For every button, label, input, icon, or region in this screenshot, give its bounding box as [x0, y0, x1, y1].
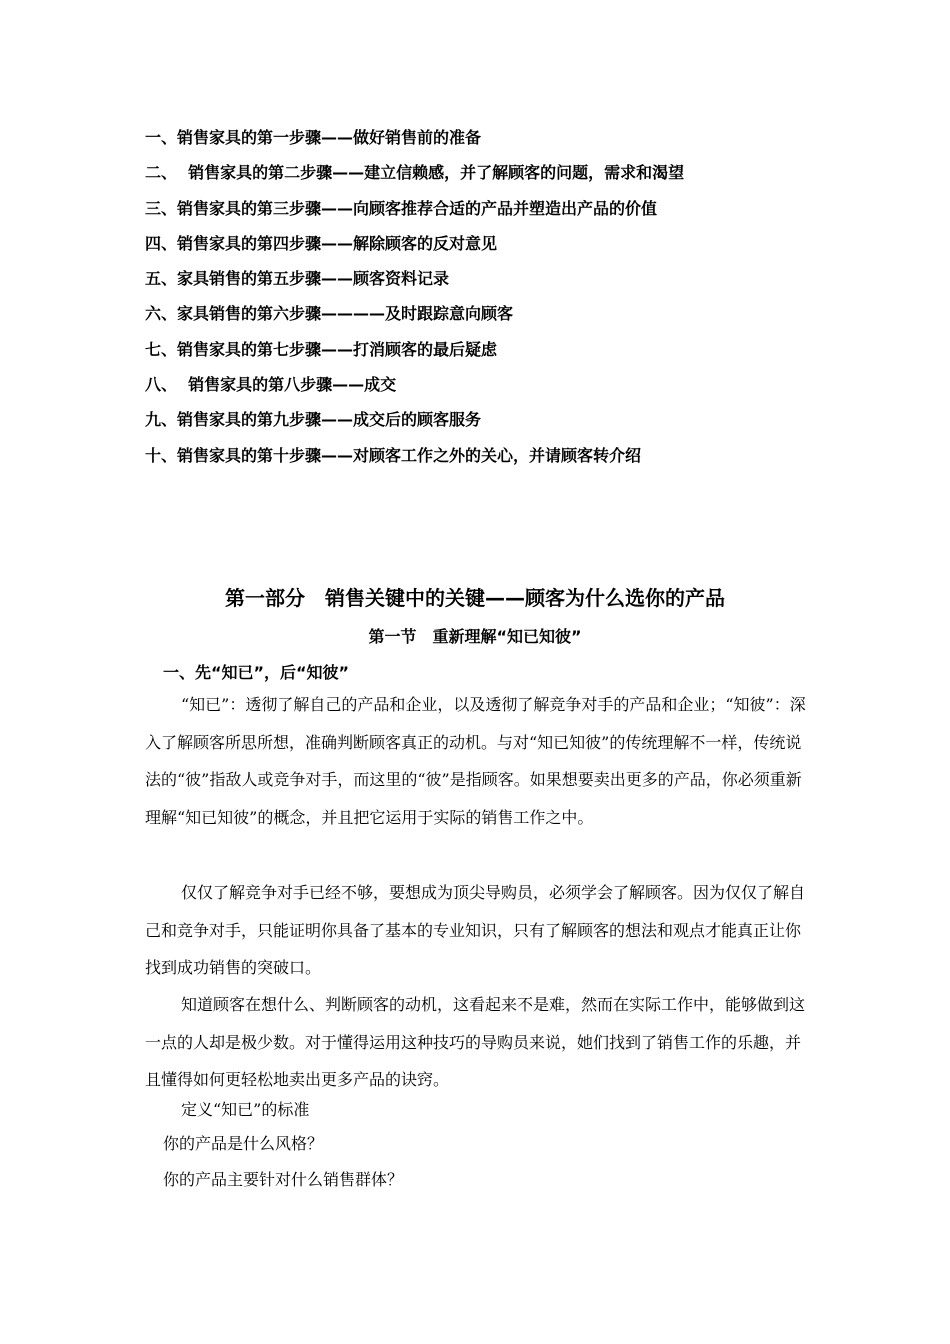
- toc-item: 三、销售家具的第三步骤——向顾客推荐合适的产品并塑造出产品的价值: [145, 198, 658, 218]
- part-title: 第一部分 销售关键中的关键——顾客为什么选你的产品: [225, 586, 725, 610]
- body-paragraph: 知道顾客在想什么、判断顾客的动机，这看起来不是难，然而在实际工作中，能够做到这一点的人却是极少数。对于懂得运用这种技巧的导购员来说，她们找到了销售工作的乐趣，并且懂得如何更轻松地卖出更多产品的诀窍。: [145, 995, 806, 1089]
- body-paragraph: 仅仅了解竞争对手已经不够，要想成为顶尖导购员，必须学会了解顾客。因为仅仅了解自己和竞争对手，只能证明你具备了基本的专业知识，只有了解顾客的想法和观点才能真正让你找到成功销售的突破口。: [145, 883, 806, 977]
- toc-item: 九、销售家具的第九步骤——成交后的顾客服务: [145, 410, 482, 430]
- question-item: 你的产品是什么风格？: [163, 1134, 324, 1153]
- toc-item: 六、家具销售的第六步骤————及时跟踪意向顾客: [145, 304, 514, 324]
- toc-item: 二、 销售家具的第二步骤——建立信赖感，并了解顾客的问题，需求和渴望: [145, 163, 685, 183]
- toc-item: 八、 销售家具的第八步骤——成交: [145, 375, 397, 395]
- toc-item: 四、销售家具的第四步骤——解除顾客的反对意见: [145, 233, 498, 253]
- question-item: 你的产品主要针对什么销售群体？: [163, 1170, 404, 1189]
- section-title: 第一节 重新理解“知已知彼”: [368, 627, 582, 646]
- definition-heading: 定义“知已”的标准: [181, 1100, 310, 1119]
- subsection-title: 一、先“知已”，后“知彼”: [163, 663, 350, 682]
- body-paragraph: “知已”：透彻了解自己的产品和企业，以及透彻了解竞争对手的产品和企业；“知彼”：深入了解顾客所思所想，准确判断顾客真正的动机。与对“知已知彼”的传统理解不一样，传统说法的“彼”指敌人或竞争对手，而这里的“彼”是指顾客。如果想要卖出更多的产品，你必须重新理解“知已知彼”的概念，并且把它运用于实际的销售工作之中。: [145, 695, 806, 827]
- toc-item: 七、销售家具的第七步骤——打消顾客的最后疑虑: [145, 339, 498, 359]
- table-of-contents: [145, 124, 845, 477]
- toc-item: 一、销售家具的第一步骤——做好销售前的准备: [145, 128, 482, 147]
- toc-item: 五、家具销售的第五步骤——顾客资料记录: [145, 269, 450, 289]
- toc-item: 十、销售家具的第十步骤——对顾客工作之外的关心，并请顾客转介绍: [145, 445, 642, 465]
